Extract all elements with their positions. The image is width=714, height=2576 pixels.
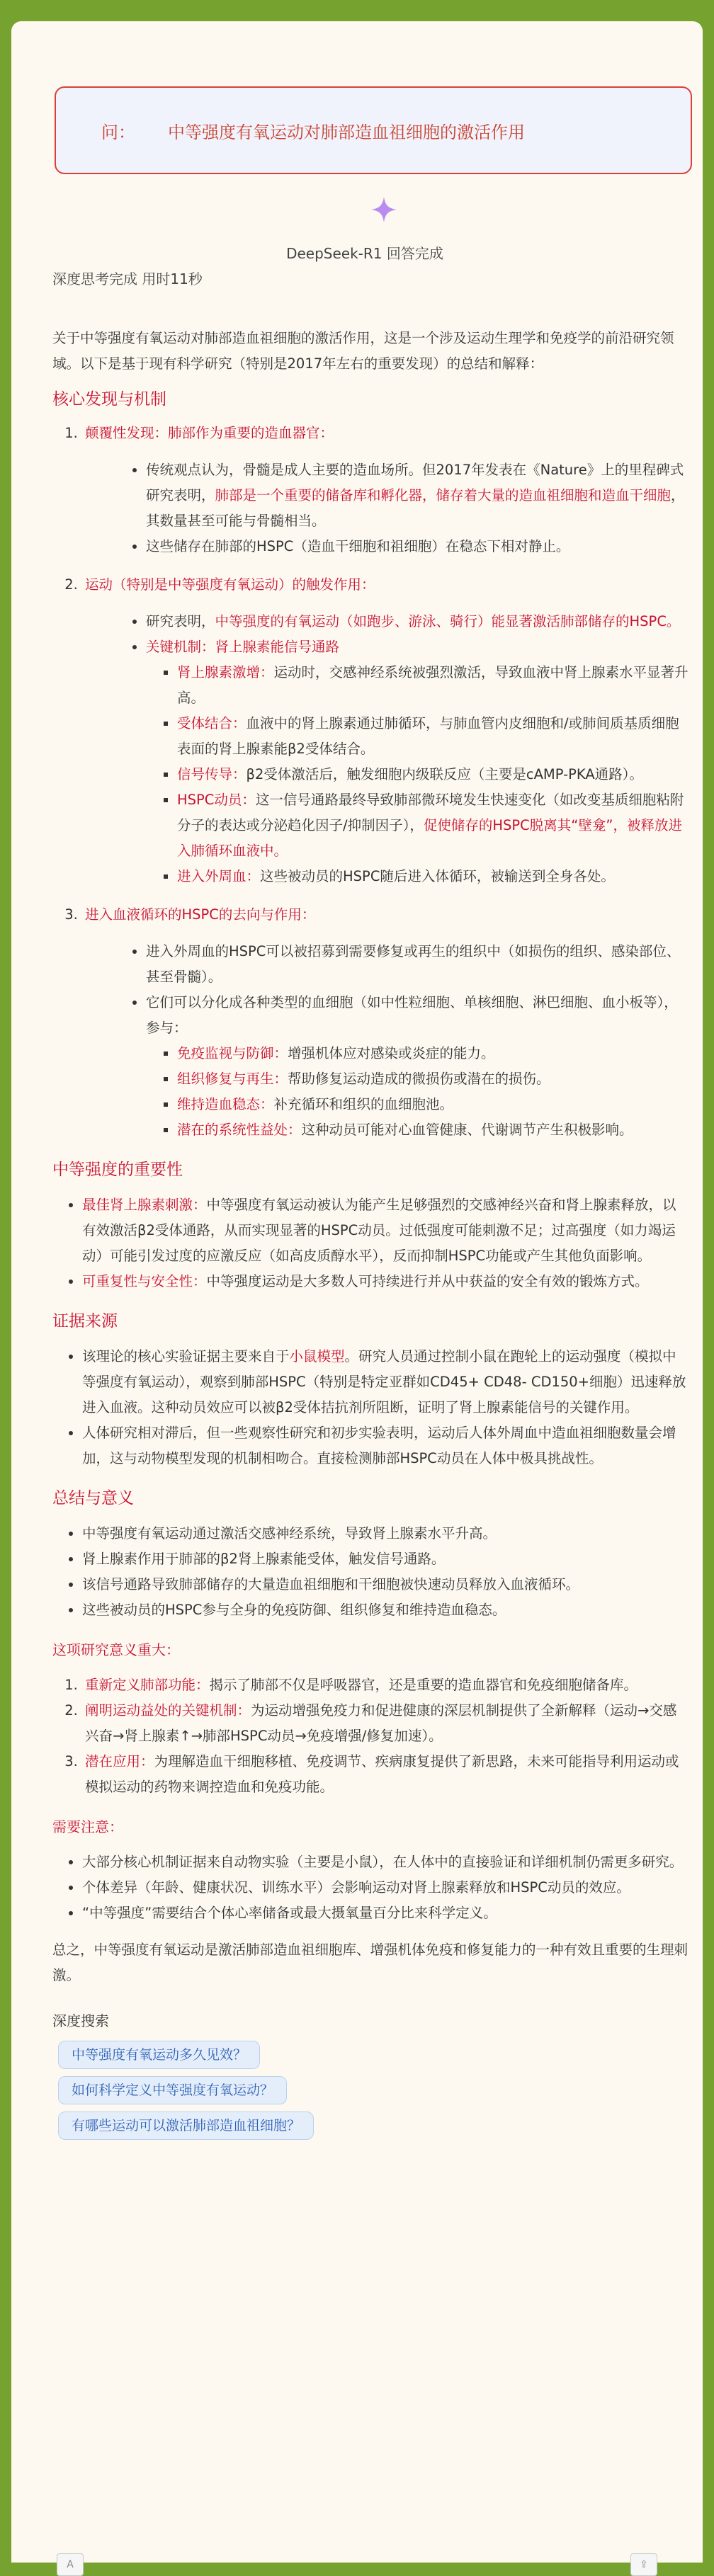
list-item: ▪ 组织修复与再生：帮助修复运动造成的微损伤或潜在的损伤。 [177,1066,688,1092]
section-heading-significance: 这项研究意义重大： [52,1641,180,1658]
list-item: ▪ 信号传导：β2受体激活后，触发细胞内级联反应（主要是cAMP-PKA通路）。 [177,762,688,787]
list-item: • 肾上腺素作用于肺部的β2肾上腺素能受体，触发信号通路。 [82,1546,688,1572]
list-item: • 个体差异（年龄、健康状况、训练水平）会影响运动对肾上腺素释放和HSPC动员的效应。 [82,1875,688,1900]
list-item: • 最佳肾上腺素刺激：中等强度有氧运动被认为能产生足够强烈的交感神经兴奋和肾上腺素释放，以有效激活β2受体通路，从而实现显著的HSPC动员。过低强度可能刺激不足；过高强度（如力竭运动）可能引发过度的应激反应（如高皮质醇水平），反而抑制HSPC功能或产生其他负面影响。 [82,1192,688,1269]
intro-paragraph: 关于中等强度有氧运动对肺部造血祖细胞的激活作用，这是一个涉及运动生理学和免疫学的前沿研究领域。以下是基于现有科学研究（特别是2017年左右的重要发现）的总结和解释： [52,330,674,372]
core-item-1: 1. 颠覆性发现：肺部作为重要的造血器官： • 传统观点认为，骨髓是成人主要的造血场所。但2017年发表在《Nature》上的里程碑式研究表明，肺部是一个重要的储备库和孵化器，储存着大量的造血祖细胞和造血干细胞，其数量甚至可能与骨髓相当。 • 这些储存在肺部的HSPC（造血干细胞和祖细胞）在稳态下相对静止。 [82,421,688,559]
list-item: 1. 重新定义肺部功能：揭示了肺部不仅是呼吸器官，还是重要的造血器官和免疫细胞储备库。 [82,1672,688,1698]
list-item: • 可重复性与安全性：中等强度运动是大多数人可持续进行并从中获益的安全有效的锻炼方式。 [82,1269,688,1294]
question-text: 中等强度有氧运动对肺部造血祖细胞的激活作用 [168,122,525,142]
list-item: • “中等强度”需要结合个体心率储备或最大摄氧量百分比来科学定义。 [82,1900,688,1926]
list-item: • 中等强度有氧运动通过激活交感神经系统，导致肾上腺素水平升高。 [82,1521,688,1546]
list-item: ▪ 受体结合：血液中的肾上腺素通过肺循环，与肺血管内皮细胞和/或肺间质基质细胞表面的肾上腺素能β2受体结合。 [177,711,688,762]
conclusion-paragraph: 总之，中等强度有氧运动是激活肺部造血祖细胞库、增强机体免疫和修复能力的一种有效且重要的生理刺激。 [52,1942,688,1983]
list-item: ▪ 进入外周血：这些被动员的HSPC随后进入体循环，被输送到全身各处。 [177,864,688,889]
list-item: ▪ 肾上腺素激增：运动时，交感神经系统被强烈激活，导致血液中肾上腺素水平显著升高。 [177,660,688,711]
list-item: ▪ 免疫监视与防御：增强机体应对感染或炎症的能力。 [177,1041,688,1066]
list-item: • 研究表明，中等强度的有氧运动（如跑步、游泳、骑行）能显著激活肺部储存的HSPC。 [146,609,688,634]
section-heading-evidence: 证据来源 [52,1312,118,1330]
suggestion-chip-3[interactable]: 有哪些运动可以激活肺部造血祖细胞？ [58,2111,314,2140]
list-item: • 它们可以分化成各种类型的血细胞（如中性粒细胞、单核细胞、淋巴细胞、血小板等），参与： ▪ 免疫监视与防御：增强机体应对感染或炎症的能力。 ▪ 组织修复与再生：帮助修复运动造成的微损伤或潜在的损伤。 ▪ 维持造血稳态：补充循环和组织的血细胞池。 ▪ 潜在的系统性益处：这种动员可能对心血管健康、代谢调节产生积极影响。 [146,990,688,1143]
thinking-status: 深度思考完成 用时11秒 [52,270,203,287]
list-item: ▪ HSPC动员：这一信号通路最终导致肺部微环境发生快速变化（如改变基质细胞粘附分子的表达或分泌趋化因子/抑制因子），促使储存的HSPC脱离其“壁龛”，被释放进入肺循环血液中。 [177,787,688,864]
share-button[interactable]: ⇪ [630,2553,657,2576]
suggestion-chip-2[interactable]: 如何科学定义中等强度有氧运动？ [58,2076,287,2104]
core-list [52,421,688,1143]
section-heading-intensity: 中等强度的重要性 [52,1161,183,1179]
list-item: • 进入外周血的HSPC可以被招募到需要修复或再生的组织中（如损伤的组织、感染部位、甚至骨髓）。 [146,939,688,990]
core-item-2: 2. 运动（特别是中等强度有氧运动）的触发作用： • 研究表明，中等强度的有氧运动（如跑步、游泳、骑行）能显著激活肺部储存的HSPC。 • 关键机制：肾上腺素能信号通路 ▪ 肾上腺素激增：运动时，交感神经系统被强烈激活，导致血液中肾上腺素水平显著升高。 ▪ 受体结合：血液中的肾上腺素通过肺循环，与肺血管内皮细胞和/或肺间质基质细胞表面的肾上腺素能β2受体结合。 ▪ 信号传导：β2受体激活后，触发细胞内级联反应（主要是cAMP-PKA通路）。 ▪ HSPC动员：这一信号通路最终导致肺部微环境发生快速变化（如改变基质细胞粘附分子的表达或分泌趋化因子/抑制因子），促使储存的HSPC脱离其“壁龛”，被释放进入肺循环血液中。 ▪ 进入外周血：这些被动员的HSPC随后进入体循环，被输送到全身各处。 [82,572,688,889]
section-heading-notes: 需要注意： [52,1818,123,1835]
question-box [55,86,692,174]
suggestion-chip-1[interactable]: 中等强度有氧运动多久见效？ [58,2041,260,2069]
list-item: 3. 潜在应用：为理解造血干细胞移植、免疫调节、疾病康复提供了新思路，未来可能指导利用运动或模拟运动的药物来调控造血和免疫功能。 [82,1749,688,1800]
section-heading-summary: 总结与意义 [52,1489,134,1508]
list-item: • 该信号通路导致肺部储存的大量造血祖细胞和干细胞被快速动员释放入血液循环。 [82,1572,688,1597]
answer-body [52,326,688,2140]
list-item: • 这些储存在肺部的HSPC（造血干细胞和祖细胞）在稳态下相对静止。 [146,534,688,559]
list-item: • 这些被动员的HSPC参与全身的免疫防御、组织修复和维持造血稳态。 [82,1597,688,1623]
core-item-3: 3. 进入血液循环的HSPC的去向与作用： • 进入外周血的HSPC可以被招募到需要修复或再生的组织中（如损伤的组织、感染部位、甚至骨髓）。 • 它们可以分化成各种类型的血细胞（如中性粒细胞、单核细胞、淋巴细胞、血小板等），参与： ▪ 免疫监视与防御：增强机体应对感染或炎症的能力。 ▪ 组织修复与再生：帮助修复运动造成的微损伤或潜在的损伤。 ▪ 维持造血稳态：补充循环和组织的血细胞池。 ▪ 潜在的系统性益处：这种动员可能对心血管健康、代谢调节产生积极影响。 [82,902,688,1143]
list-item: • 关键机制：肾上腺素能信号通路 ▪ 肾上腺素激增：运动时，交感神经系统被强烈激活，导致血液中肾上腺素水平显著升高。 ▪ 受体结合：血液中的肾上腺素通过肺循环，与肺血管内皮细胞和/或肺间质基质细胞表面的肾上腺素能β2受体结合。 ▪ 信号传导：β2受体激活后，触发细胞内级联反应（主要是cAMP-PKA通路）。 ▪ HSPC动员：这一信号通路最终导致肺部微环境发生快速变化（如改变基质细胞粘附分子的表达或分泌趋化因子/抑制因子），促使储存的HSPC脱离其“壁龛”，被释放进入肺循环血液中。 ▪ 进入外周血：这些被动员的HSPC随后进入体循环，被输送到全身各处。 [146,634,688,889]
list-item: 2. 阐明运动益处的关键机制：为运动增强免疫力和促进健康的深层机制提供了全新解释（运动→交感兴奋→肾上腺素↑→肺部HSPC动员→免疫增强/修复加速）。 [82,1698,688,1749]
list-item: ▪ 潜在的系统性益处：这种动员可能对心血管健康、代谢调节产生积极影响。 [177,1117,688,1143]
list-item: • 该理论的核心实验证据主要来自于小鼠模型。研究人员通过控制小鼠在跑轮上的运动强度（模拟中等强度有氧运动），观察到肺部HSPC（特别是特定亚群如CD45+ CD48- CD150+细胞）迅速释放进入血液。这种动员效应可以被β2受体拮抗剂所阻断，证明了肾上腺素能信号的关键作用。 [82,1344,688,1420]
section-heading-core: 核心发现与机制 [52,390,166,409]
list-item: • 大部分核心机制证据来自动物实验（主要是小鼠），在人体中的直接验证和详细机制仍需更多研究。 [82,1850,688,1875]
font-size-button[interactable]: A [57,2553,84,2576]
list-item: • 人体研究相对滞后，但一些观察性研究和初步实验表明，运动后人体外周血中造血祖细胞数量会增加，这与动物模型发现的机制相吻合。直接检测肺部HSPC动员在人体中极具挑战性。 [82,1420,688,1471]
conversation-panel [11,21,703,2570]
list-item: ▪ 维持造血稳态：补充循环和组织的血细胞池。 [177,1092,688,1117]
question-label: 问： [101,122,135,142]
list-item: • 传统观点认为，骨髓是成人主要的造血场所。但2017年发表在《Nature》上的里程碑式研究表明，肺部是一个重要的储备库和孵化器，储存着大量的造血祖细胞和造血干细胞，其数量甚至可能与骨髓相当。 [146,457,688,534]
model-label: DeepSeek-R1 回答完成 [286,245,443,262]
sparkle-icon [370,195,398,224]
deep-search-title: 深度搜索 [52,2012,109,2029]
